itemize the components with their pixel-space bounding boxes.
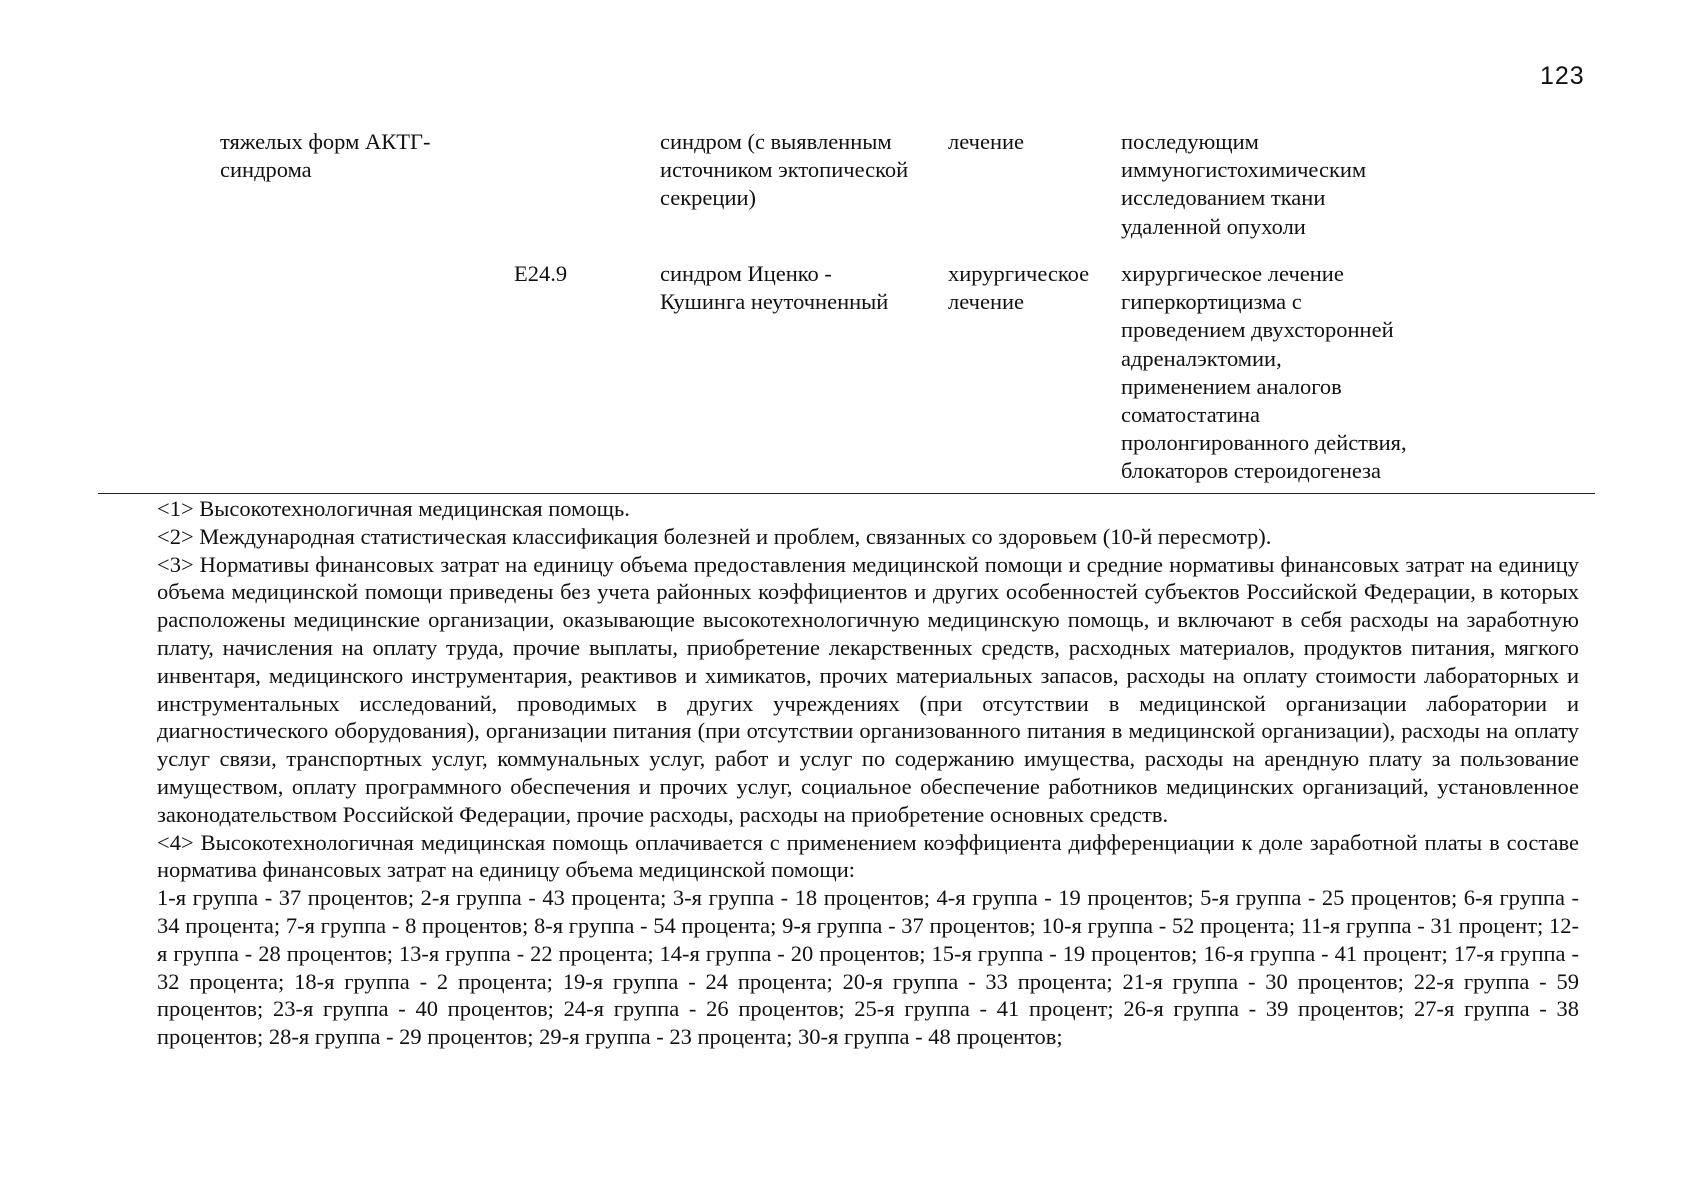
cell-line: E24.9 [514,261,568,286]
cell-line: лечение [948,289,1025,315]
table-cell-treatment-type [948,260,1089,316]
cell-line: Кушинга неуточненный [660,289,889,315]
footnote-1: <1> Высокотехнологичная медицинская помощь. [157,496,630,521]
table-cell-icd-code [514,260,567,288]
cell-line: последующим [1121,129,1259,154]
cell-line: гиперкортицизма с [1121,289,1302,315]
cell-line: пролонгированного действия, [1121,430,1407,456]
cell-line: лечение [948,129,1025,154]
footnote-2: <2> Международная статистическая классификация болезней и проблем, связанных со здоровьем (10-й пересмотр). [157,523,1272,549]
footnote-4-groups: 1-я группа - 37 процентов; 2-я группа - 43 процента; 3-я группа - 18 процентов; 4-я группа - 19 процентов; 5-я группа - 25 процентов; 6-я группа - 34 процента; 7-я группа - 8 процентов; 8-я группа - 54 процента; 9-я группа - 37 процентов; 10-я группа - 52 процента; 11-я группа - 31 процент; 12-я группа - 28 процентов; 13-я группа - 22 процента; 14-я группа - 20 процентов; 15-я группа - 19 процентов; 16-я группа - 41 процент; 17-я группа - 32 процента; 18-я группа - 2 процента; 19-я группа - 24 процента; 20-я группа - 33 процента; 21-я группа - 30 процентов; 22-я группа - 59 процентов; 23-я группа - 40 процентов; 24-я группа - 26 процентов; 25-я группа - 41 процент; 26-я группа - 39 процентов; 27-я группа - 38 процентов; 28-я группа - 29 процентов; 29-я группа - 23 процента; 30-я группа - 48 процентов; [157,885,1579,1050]
cell-line: синдрома [220,157,312,183]
cell-line: хирургическое [948,261,1090,286]
table-cell-method [1121,260,1407,486]
cell-line: блокаторов стероидогенеза [1121,458,1382,484]
cell-line: секреции) [660,185,757,211]
cell-line: проведением двухсторонней [1121,317,1394,343]
cell-line: удаленной опухоли [1121,213,1306,239]
cell-line: соматостатина [1121,402,1261,428]
cell-line: синдром Иценко - [660,261,832,286]
footnotes [157,495,1579,1051]
cell-line: исследованием ткани [1121,185,1326,211]
cell-line: синдром (с выявленным [660,129,892,154]
cell-line: адреналэктомии, [1121,345,1282,371]
cell-line: источником эктопической [660,157,909,183]
cell-line: иммуногистохимическим [1121,157,1367,183]
page-number: 123 [1540,62,1585,90]
table-cell-diagnosis [660,260,888,316]
cell-line: применением аналогов [1121,373,1342,399]
cell-line: хирургическое лечение [1121,261,1344,286]
table-cell-method [1121,128,1366,241]
table-cell-diagnosis [660,128,908,213]
footnote-separator [98,493,1595,494]
footnote-4: <4> Высокотехнологичная медицинская помощь оплачивается с применением коэффициента дифференциации к доле заработной платы в составе норматива финансовых затрат на единицу объема медицинской помощи: [157,829,1579,883]
cell-line: тяжелых форм АКТГ- [220,129,431,154]
footnote-3: <3> Нормативы финансовых затрат на единицу объема предоставления медицинской помощи и средние нормативы финансовых затрат на единицу объема медицинской помощи приведены без учета районных коэффициентов и других особенностей субъектов Российской Федерации, в которых расположены медицинские организации, оказывающие высокотехнологичную медицинскую помощь, и включают в себя расходы на заработную плату, начисления на оплату труда, прочие выплаты, приобретение лекарственных средств, расходных материалов, продуктов питания, мягкого инвентаря, медицинского инструментария, реактивов и химикатов, прочих материальных запасов, расходы на оплату стоимости лабораторных и инструментальных исследований, проводимых в других учреждениях (при отсутствии в медицинской организации лаборатории и диагностического оборудования), организации питания (при отсутствии организованного питания в медицинской организации), расходы на оплату услуг связи, транспортных услуг, коммунальных услуг, работ и услуг по содержанию имущества, расходы на арендную плату за пользование имуществом, оплату программного обеспечения и прочих услуг, социальное обеспечение работников медицинских организаций, установленное законодательством Российской Федерации, прочие расходы, расходы на приобретение основных средств. [157,551,1579,827]
table-cell-treatment-type [948,128,1024,156]
table-cell-condition [220,128,430,184]
